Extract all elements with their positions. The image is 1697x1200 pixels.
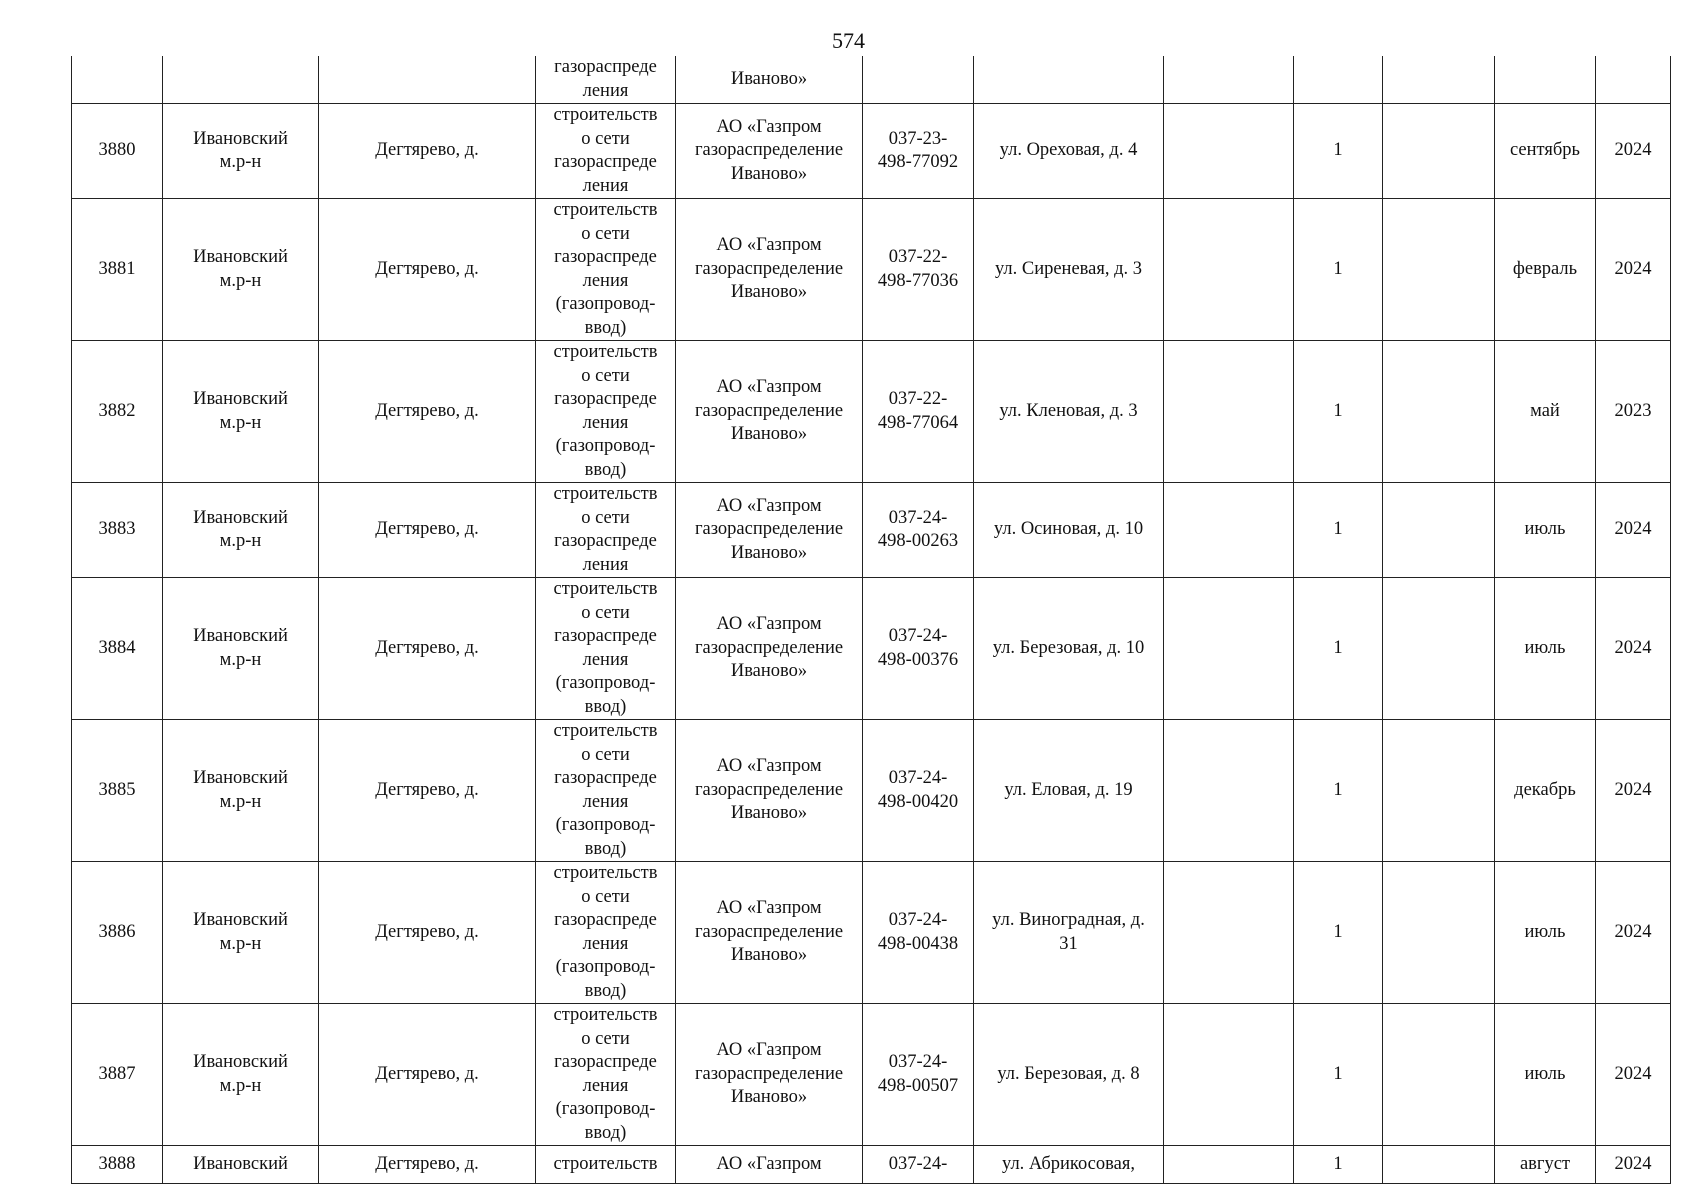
- cell-month: июль: [1495, 862, 1596, 1004]
- cell-empty: [1164, 862, 1294, 1004]
- cell-code: 037-24-: [863, 1146, 974, 1184]
- cell-empty: [1164, 483, 1294, 578]
- cell-no: 3885: [72, 720, 163, 862]
- cell-no: 3884: [72, 578, 163, 720]
- cell-month: май: [1495, 341, 1596, 483]
- cell-work: строительств о сети газораспреде ления (газопровод- ввод): [536, 720, 676, 862]
- cell-empty: [1164, 1146, 1294, 1184]
- cell-count: 1: [1294, 199, 1383, 341]
- cell-district: Ивановский м.р-н: [163, 720, 319, 862]
- cell-address: ул. Еловая, д. 19: [974, 720, 1164, 862]
- table-row: [72, 199, 1671, 341]
- table-row: [72, 104, 1671, 199]
- cell-district: Ивановский м.р-н: [163, 1004, 319, 1146]
- cell-no: 3887: [72, 1004, 163, 1146]
- cell-address: ул. Березовая, д. 8: [974, 1004, 1164, 1146]
- cell-address: ул. Виноградная, д. 31: [974, 862, 1164, 1004]
- cell-code: 037-22- 498-77064: [863, 341, 974, 483]
- cell-work: строительств о сети газораспреде ления (газопровод- ввод): [536, 1004, 676, 1146]
- cell-empty: [1383, 199, 1495, 341]
- cell-address: ул. Абрикосовая,: [974, 1146, 1164, 1184]
- cell-work: строительств о сети газораспреде ления (газопровод- ввод): [536, 199, 676, 341]
- cell-empty: [1164, 104, 1294, 199]
- table-row-continuation: [72, 56, 1671, 104]
- cell-work: строительств о сети газораспреде ления (газопровод- ввод): [536, 862, 676, 1004]
- cell-month: август: [1495, 1146, 1596, 1184]
- cell-district: Ивановский м.р-н: [163, 104, 319, 199]
- cell-work: строительств о сети газораспреде ления: [536, 104, 676, 199]
- cell-district: Ивановский м.р-н: [163, 341, 319, 483]
- cell-empty: [1164, 720, 1294, 862]
- cell-empty: [1164, 578, 1294, 720]
- cell-count: 1: [1294, 578, 1383, 720]
- cell-settlement: Дегтярево, д.: [319, 862, 536, 1004]
- cell-month: июль: [1495, 483, 1596, 578]
- cell-district: [163, 56, 319, 104]
- cell-count: 1: [1294, 483, 1383, 578]
- cell-district: Ивановский: [163, 1146, 319, 1184]
- cell-work: газораспреде ления: [536, 56, 676, 104]
- table-row: [72, 1146, 1671, 1184]
- cell-count: 1: [1294, 341, 1383, 483]
- cell-code: 037-22- 498-77036: [863, 199, 974, 341]
- cell-empty: [1383, 720, 1495, 862]
- cell-count: 1: [1294, 1004, 1383, 1146]
- cell-empty: [1383, 578, 1495, 720]
- cell-org: АО «Газпром газораспределение Иваново»: [676, 104, 863, 199]
- page-number: 574: [832, 28, 865, 53]
- cell-year: 2024: [1596, 104, 1671, 199]
- cell-org: АО «Газпром газораспределение Иваново»: [676, 862, 863, 1004]
- cell-month: [1495, 56, 1596, 104]
- cell-no: 3883: [72, 483, 163, 578]
- table-body: [72, 56, 1671, 1184]
- cell-address: ул. Сиреневая, д. 3: [974, 199, 1164, 341]
- cell-org: Иваново»: [676, 56, 863, 104]
- table-row: [72, 341, 1671, 483]
- cell-code: 037-24- 498-00507: [863, 1004, 974, 1146]
- cell-work: строительств: [536, 1146, 676, 1184]
- cell-settlement: Дегтярево, д.: [319, 199, 536, 341]
- cell-year: 2024: [1596, 862, 1671, 1004]
- cell-count: 1: [1294, 1146, 1383, 1184]
- cell-work: строительств о сети газораспреде ления: [536, 483, 676, 578]
- table-row: [72, 720, 1671, 862]
- cell-empty: [1383, 1146, 1495, 1184]
- cell-no: 3888: [72, 1146, 163, 1184]
- cell-org: АО «Газпром: [676, 1146, 863, 1184]
- cell-settlement: Дегтярево, д.: [319, 720, 536, 862]
- cell-month: июль: [1495, 1004, 1596, 1146]
- table-row: [72, 862, 1671, 1004]
- cell-work: строительств о сети газораспреде ления (газопровод- ввод): [536, 341, 676, 483]
- cell-address: ул. Осиновая, д. 10: [974, 483, 1164, 578]
- cell-settlement: Дегтярево, д.: [319, 104, 536, 199]
- cell-year: [1596, 56, 1671, 104]
- cell-no: 3882: [72, 341, 163, 483]
- cell-empty: [1383, 56, 1495, 104]
- cell-address: [974, 56, 1164, 104]
- cell-address: ул. Березовая, д. 10: [974, 578, 1164, 720]
- cell-year: 2024: [1596, 199, 1671, 341]
- cell-code: 037-24- 498-00263: [863, 483, 974, 578]
- cell-empty: [1164, 1004, 1294, 1146]
- cell-no: [72, 56, 163, 104]
- cell-empty: [1383, 1004, 1495, 1146]
- cell-empty: [1383, 341, 1495, 483]
- cell-org: АО «Газпром газораспределение Иваново»: [676, 720, 863, 862]
- table-row: [72, 578, 1671, 720]
- cell-no: 3880: [72, 104, 163, 199]
- cell-code: 037-24- 498-00376: [863, 578, 974, 720]
- cell-year: 2024: [1596, 1146, 1671, 1184]
- cell-settlement: Дегтярево, д.: [319, 1146, 536, 1184]
- cell-year: 2023: [1596, 341, 1671, 483]
- registry-table: [71, 56, 1671, 1184]
- cell-year: 2024: [1596, 1004, 1671, 1146]
- cell-district: Ивановский м.р-н: [163, 862, 319, 1004]
- cell-settlement: Дегтярево, д.: [319, 578, 536, 720]
- cell-empty: [1383, 104, 1495, 199]
- cell-settlement: Дегтярево, д.: [319, 483, 536, 578]
- cell-empty: [1164, 199, 1294, 341]
- cell-district: Ивановский м.р-н: [163, 483, 319, 578]
- cell-month: февраль: [1495, 199, 1596, 341]
- cell-count: 1: [1294, 720, 1383, 862]
- cell-empty: [1164, 341, 1294, 483]
- cell-no: 3886: [72, 862, 163, 1004]
- cell-count: 1: [1294, 862, 1383, 1004]
- cell-district: Ивановский м.р-н: [163, 199, 319, 341]
- table-row: [72, 483, 1671, 578]
- cell-work: строительств о сети газораспреде ления (газопровод- ввод): [536, 578, 676, 720]
- cell-org: АО «Газпром газораспределение Иваново»: [676, 199, 863, 341]
- cell-settlement: Дегтярево, д.: [319, 341, 536, 483]
- cell-year: 2024: [1596, 578, 1671, 720]
- cell-empty: [1383, 862, 1495, 1004]
- cell-org: АО «Газпром газораспределение Иваново»: [676, 483, 863, 578]
- cell-district: Ивановский м.р-н: [163, 578, 319, 720]
- cell-month: декабрь: [1495, 720, 1596, 862]
- cell-org: АО «Газпром газораспределение Иваново»: [676, 578, 863, 720]
- cell-code: 037-24- 498-00420: [863, 720, 974, 862]
- cell-code: [863, 56, 974, 104]
- cell-settlement: Дегтярево, д.: [319, 1004, 536, 1146]
- cell-code: 037-24- 498-00438: [863, 862, 974, 1004]
- table-row: [72, 1004, 1671, 1146]
- cell-settlement: [319, 56, 536, 104]
- cell-empty: [1164, 56, 1294, 104]
- cell-org: АО «Газпром газораспределение Иваново»: [676, 341, 863, 483]
- cell-address: ул. Кленовая, д. 3: [974, 341, 1164, 483]
- cell-month: сентябрь: [1495, 104, 1596, 199]
- cell-year: 2024: [1596, 720, 1671, 862]
- cell-org: АО «Газпром газораспределение Иваново»: [676, 1004, 863, 1146]
- cell-code: 037-23- 498-77092: [863, 104, 974, 199]
- cell-year: 2024: [1596, 483, 1671, 578]
- cell-month: июль: [1495, 578, 1596, 720]
- cell-count: 1: [1294, 104, 1383, 199]
- cell-count: [1294, 56, 1383, 104]
- cell-empty: [1383, 483, 1495, 578]
- cell-address: ул. Ореховая, д. 4: [974, 104, 1164, 199]
- cell-no: 3881: [72, 199, 163, 341]
